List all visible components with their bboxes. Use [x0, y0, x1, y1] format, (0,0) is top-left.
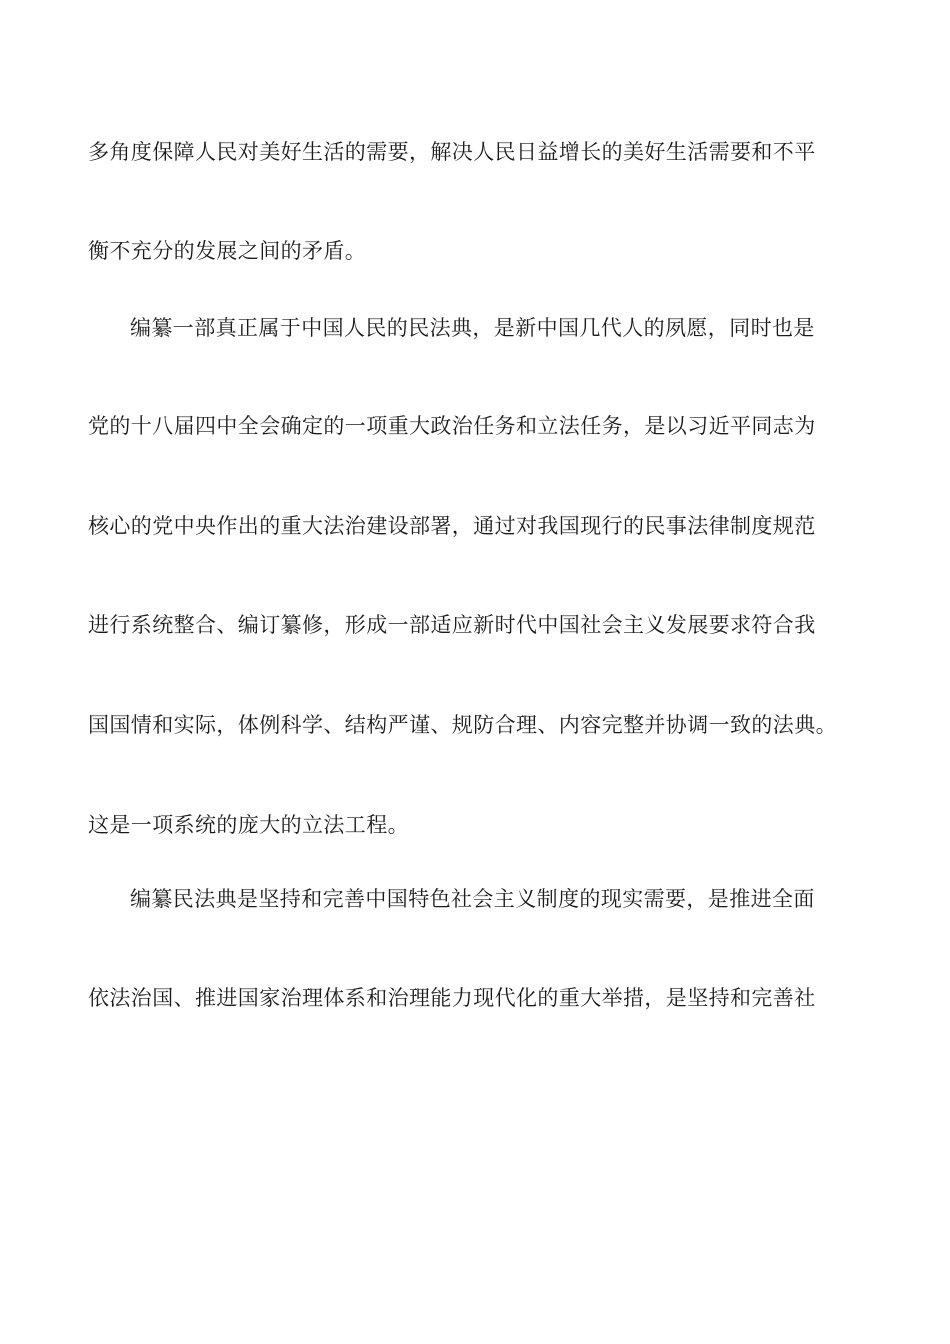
text-line-1: 多角度保障人民对美好生活的需要，解决人民日益增长的美好生活需要和不平: [88, 140, 816, 164]
text-line-2: 衡不充分的发展之间的矛盾。: [88, 239, 367, 263]
text-line-7: 国国情和实际，体例科学、结构严谨、规防合理、内容完整并协调一致的法典。: [88, 713, 837, 737]
paragraph-3-line-1: 编纂民法典是坚持和完善中国特色社会主义制度的现实需要，是推进全面: [130, 887, 815, 911]
text-line-6: 进行系统整合、编订纂修，形成一部适应新时代中国社会主义发展要求符合我: [88, 613, 816, 637]
text-line-5: 核心的党中央作出的重大法治建设部署，通过对我国现行的民事法律制度规范: [88, 514, 816, 538]
text-line-10: 依法治国、推进国家治理体系和治理能力现代化的重大举措，是坚持和完善社: [88, 986, 816, 1010]
paragraph-2-line-1: 编纂一部真正属于中国人民的民法典，是新中国几代人的夙愿，同时也是: [130, 316, 815, 340]
text-line-8: 这是一项系统的庞大的立法工程。: [88, 813, 409, 837]
text-line-4: 党的十八届四中全会确定的一项重大政治任务和立法任务，是以习近平同志为: [88, 414, 816, 438]
